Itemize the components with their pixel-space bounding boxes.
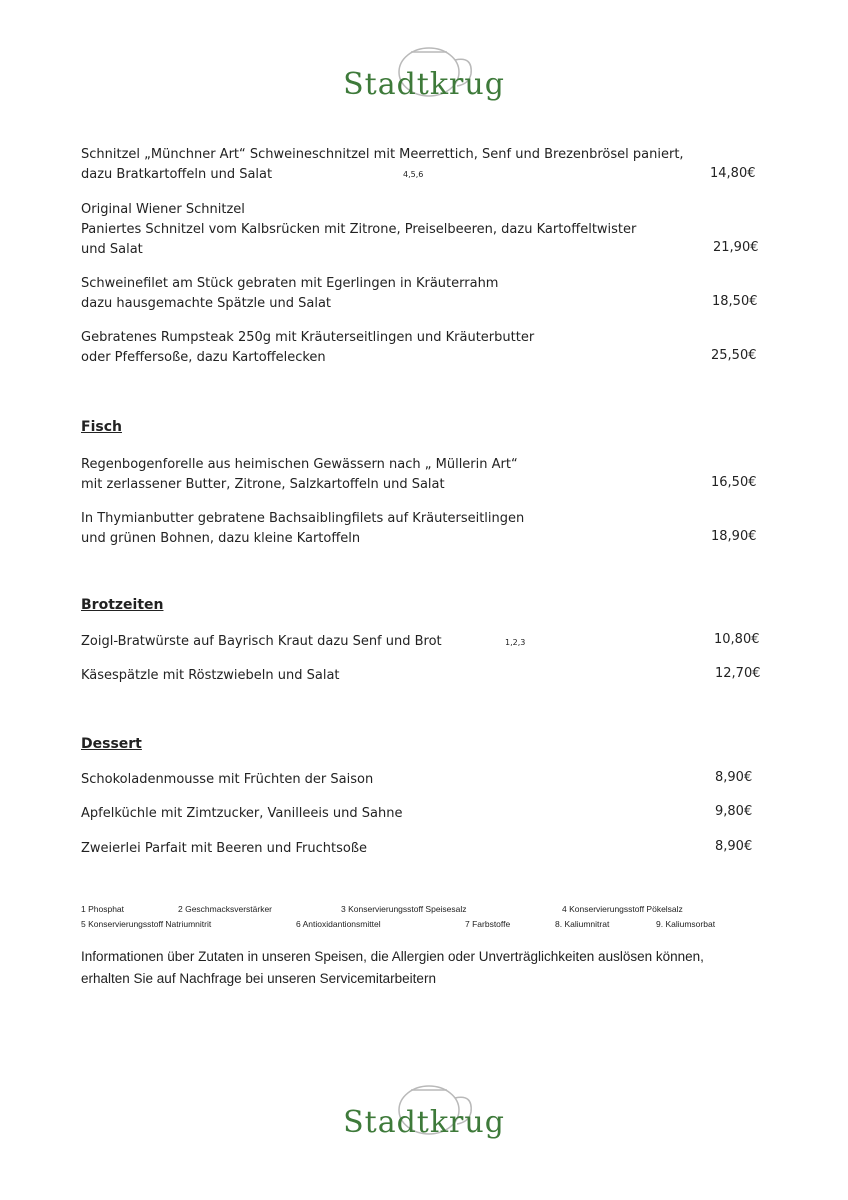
item-line: dazu hausgemachte Spätzle und Salat: [81, 296, 332, 311]
logo-top: [0, 44, 848, 108]
item-price: 14,80€: [710, 166, 756, 181]
allergy-info: [81, 946, 704, 990]
menu-item: [81, 632, 771, 652]
legend-entry: 9. Kaliumsorbat: [656, 919, 716, 929]
legend-entry: 8. Kaliumnitrat: [555, 919, 610, 929]
info-line: erhalten Sie auf Nachfrage bei unseren Servicemitarbeitern: [81, 971, 436, 986]
item-line: Zoigl-Bratwürste auf Bayrisch Kraut dazu Senf und Brot: [81, 634, 442, 649]
legend-entry: 6 Antioxidantionsmittel: [296, 919, 381, 929]
item-price: 16,50€: [711, 475, 757, 490]
jug-logo-icon: [339, 44, 509, 108]
menu-item: [81, 145, 771, 185]
menu-item: [81, 200, 771, 260]
item-price: 8,90€: [715, 839, 753, 854]
item-line: Schokoladenmousse mit Früchten der Saison: [81, 772, 374, 787]
legend-entry: 7 Farbstoffe: [465, 919, 511, 929]
item-line: Schnitzel „Münchner Art“ Schweineschnitzel mit Meerrettich, Senf und Brezenbrösel paniert,: [81, 147, 684, 162]
menu-item: [81, 804, 771, 824]
jug-logo-icon: [339, 1082, 509, 1146]
menu-item: [81, 509, 771, 549]
item-price: 9,80€: [715, 804, 753, 819]
item-line: Paniertes Schnitzel vom Kalbsrücken mit Zitrone, Preiselbeeren, dazu Kartoffeltwister: [81, 222, 637, 237]
item-line: Zweierlei Parfait mit Beeren und Fruchtsoße: [81, 841, 368, 856]
item-line: Gebratenes Rumpsteak 250g mit Kräuterseitlingen und Kräuterbutter: [81, 330, 535, 345]
section-heading-brotzeiten: Brotzeiten: [81, 597, 164, 613]
legend-entry: 3 Konservierungsstoff Speisesalz: [341, 904, 467, 914]
item-line: dazu Bratkartoffeln und Salat: [81, 167, 273, 182]
item-line: Schweinefilet am Stück gebraten mit Egerlingen in Kräuterrahm: [81, 276, 499, 291]
legend-entry: 2 Geschmacksverstärker: [178, 904, 272, 914]
item-price: 12,70€: [715, 666, 761, 681]
legend-entry: 1 Phosphat: [81, 904, 125, 914]
item-line: Käsespätzle mit Röstzwiebeln und Salat: [81, 668, 340, 683]
item-price: 18,90€: [711, 529, 757, 544]
menu-item: [81, 839, 771, 859]
section-heading-fisch: Fisch: [81, 419, 122, 435]
item-price: 25,50€: [711, 348, 757, 363]
item-price: 10,80€: [714, 632, 760, 647]
menu-item: [81, 666, 771, 686]
item-price: 8,90€: [715, 770, 753, 785]
logo-text: Stadtkrug: [343, 67, 505, 102]
item-line: Apfelküchle mit Zimtzucker, Vanilleeis und Sahne: [81, 806, 403, 821]
menu-item: [81, 274, 771, 314]
section-heading-dessert: Dessert: [81, 736, 142, 752]
item-note: 4,5,6: [403, 170, 424, 179]
item-line: und grünen Bohnen, dazu kleine Kartoffeln: [81, 531, 361, 546]
item-line: und Salat: [81, 242, 143, 257]
item-note: 1,2,3: [505, 638, 526, 647]
item-price: 18,50€: [712, 294, 758, 309]
item-line: oder Pfeffersoße, dazu Kartoffelecken: [81, 350, 326, 365]
menu-item: [81, 328, 771, 368]
item-price: 21,90€: [713, 240, 759, 255]
logo-bottom: [0, 1082, 848, 1146]
menu-item: [81, 770, 771, 790]
legend-entry: 4 Konservierungsstoff Pökelsalz: [562, 904, 683, 914]
item-line: mit zerlassener Butter, Zitrone, Salzkartoffeln und Salat: [81, 477, 445, 492]
item-line: Original Wiener Schnitzel: [81, 202, 245, 217]
item-line: Regenbogenforelle aus heimischen Gewässern nach „ Müllerin Art“: [81, 457, 518, 472]
legend-entry: 5 Konservierungsstoff Natriumnitrit: [81, 919, 212, 929]
info-line: Informationen über Zutaten in unseren Speisen, die Allergien oder Unverträglichkeiten auslösen können,: [81, 949, 704, 964]
logo-text: Stadtkrug: [343, 1105, 505, 1140]
menu-item: [81, 455, 771, 495]
item-line: In Thymianbutter gebratene Bachsaiblingfilets auf Kräuterseitlingen: [81, 511, 525, 526]
